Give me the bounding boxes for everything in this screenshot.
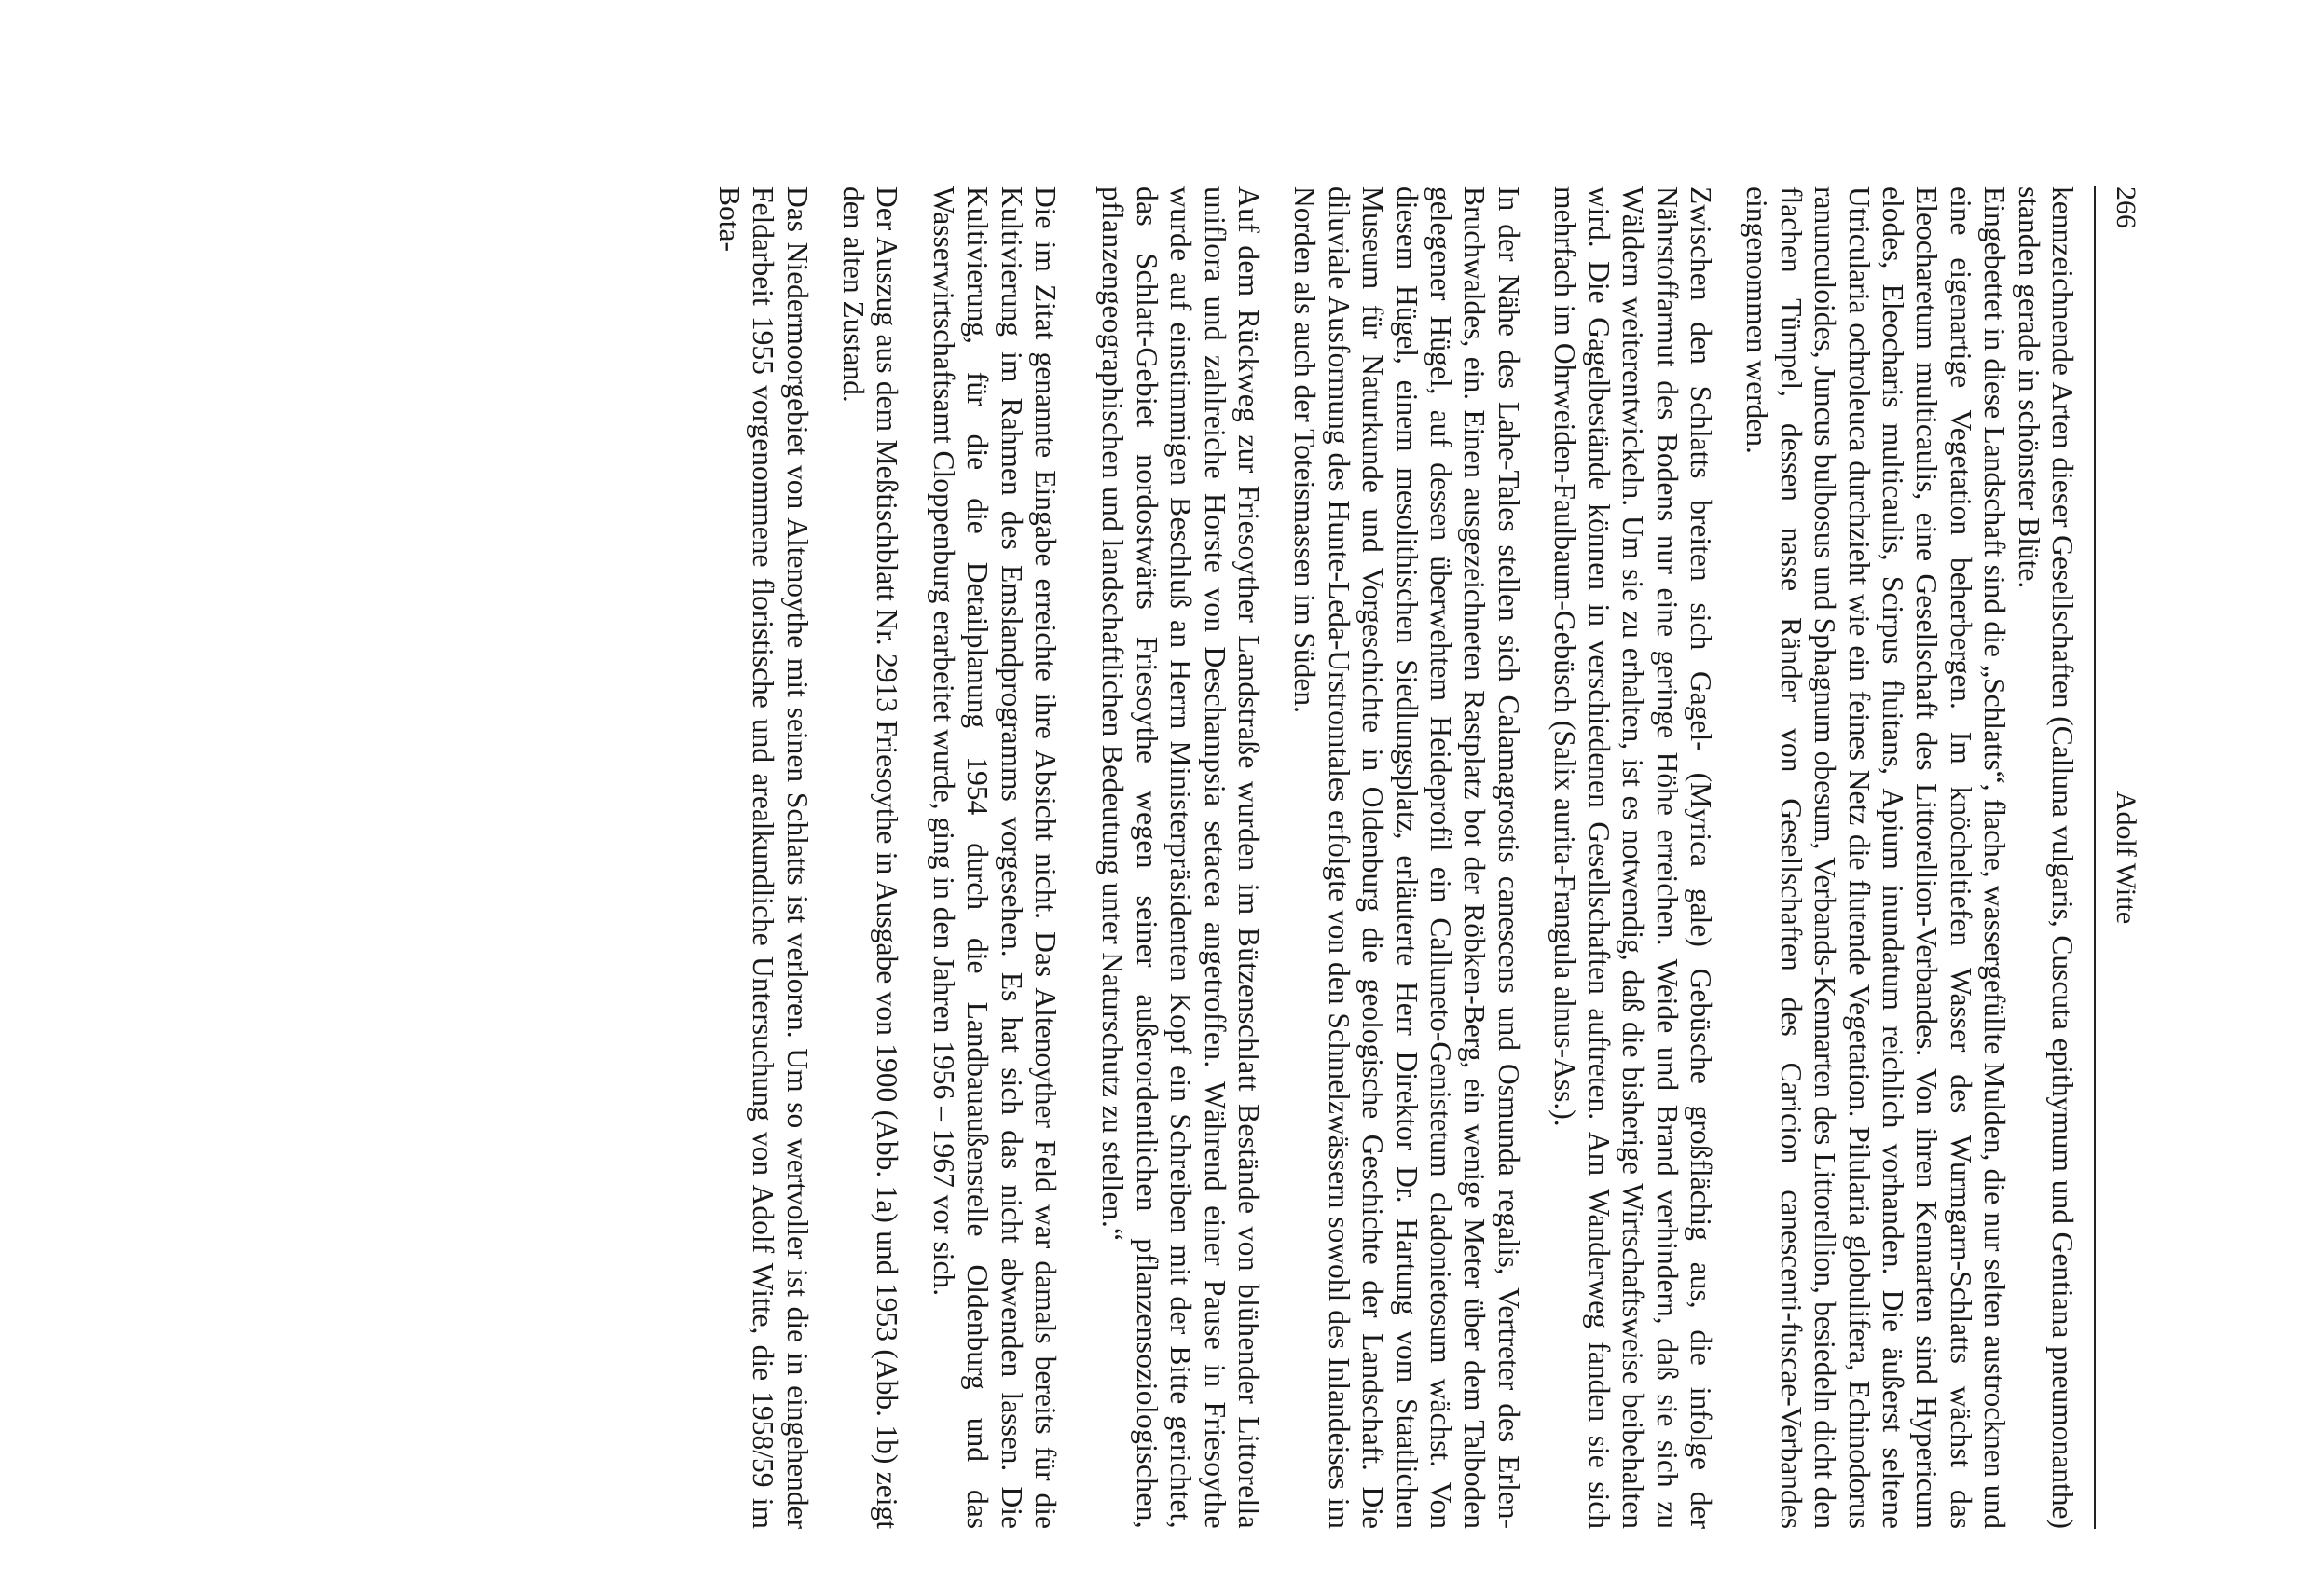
paragraph-6: Die im Zitat genannte Eingabe erreichte ihre Absicht nicht. Das Altenoyther Feld war damals bereits für die Kultivierung im Rahmen des Emslandprogramms vorgesehen. Es hat sich das nicht abwenden lassen. Die Kultivierung, für die die Detailplanung 1954 durch die Landbauaußenstelle Oldenburg und das Wasserwirtschaftsamt Cloppenburg erarbeitet wurde, ging in den Jahren 1956 – 1967 vor sich.: [927, 186, 1063, 1529]
paragraph-4: In der Nähe des Lahe-Tales stellen sich Calamagrostis canescens und Osmunda regalis, Vertreter des Erlen-Bruchwaldes, ein. Einen ausgezeichneten Rastplatz bot der Röbken-Berg, ein wenige Meter über dem Talboden gelegener Hügel, auf dessen überwehtem Heideprofil ein Calluneto-Genistetum cladonietosum wächst. Von diesem Hügel, einem mesolithischen Siedlungsplatz, erläuterte Herr Direktor Dr. Hartung vom Staatlichen Museum für Naturkunde und Vorgeschichte in Oldenburg die geologische Geschichte der Landschaft. Die diluviale Ausformung des Hunte-Leda-Urstromtales erfolgte von den Schmelzwässern sowohl des Inlandeises im Norden als auch der Toteismassen im Süden.: [1288, 186, 1525, 1529]
page: [233, 186, 2144, 1529]
running-head: [2096, 186, 2144, 1529]
paragraph-8: Das Niedermoorgebiet von Altenoythe mit seinen Schlatts ist verloren. Um so wertvoller ist die in eingehender Feldarbeit 1955 vorgenommene floristische und arealkundliche Untersuchung von Adolf Witte, die 1958/59 im Bota-: [712, 186, 814, 1529]
paragraph-1: kennzeichnende Arten dieser Gesellschaften (Calluna vulgaris, Cuscuta epithymum und Gentiana pneumonanthe) standen gerade in schönster Blüte.: [2012, 186, 2079, 1529]
paragraph-2: Eingebettet in diese Landschaft sind die „Schlatts“, flache, wassergefüllte Mulden, die nur selten austrocknen und eine eigenartige Vegetation beherbergen. Im knöcheltiefen Wasser des Wurmgarn-Schlatts wächst das Eleocharetum multicaulis, eine Gesellschaft des Littorellion-Verbandes. Von ihren Kennarten sind Hypericum elodes, Eleocharis multicaulis, Scirpus fluitans, Apium inundatum reichlich vorhanden. Die äußerst seltene Utricularia ochroleuca durchzieht wie ein feines Netz die flutende Vegetation. Pilularia globulifera, Echinodorus ranunculoides, Juncus bulbosus und Sphagnum obesum, Verbands-Kennarten des Littorellion, besiedeln dicht den flachen Tümpel, dessen nasse Ränder von Gesellschaften des Caricion canescenti-fuscae-Verbandes eingenommen werden.: [1741, 186, 2012, 1529]
paragraph-3: Zwischen den Schlatts breiten sich Gagel- (Myrica gale) Gebüsche großflächig aus, die infolge der Nährstoffarmut des Bodens nur eine geringe Höhe erreichen. Weide und Brand verhindern, daß sie sich zu Wäldern weiterentwickeln. Um sie zu erhalten, ist es notwendig, daß die bisherige Wirtschaftsweise beibehalten wird. Die Gagelbestände können in verschiedenen Gesellschaften auftreten. Am Wanderweg fanden sie sich mehrfach im Ohrweiden-Faulbaum-Gebüsch (Salix aurita-Frangula alnus-Ass.).: [1548, 186, 1717, 1529]
paragraph-7: Der Auszug aus dem Meßtischblatt Nr. 2913 Friesoythe in Ausgabe von 1900 (Abb. 1a) und 1953 (Abb. 1b) zeigt den alten Zustand.: [837, 186, 904, 1529]
page-number: 266: [2111, 186, 2141, 228]
running-author: Adolf Witte: [2111, 791, 2141, 925]
paragraph-5: Auf dem Rückweg zur Friesoyther Landstraße wurden im Bützenschlatt Bestände von blühender Littorella uniflora und zahlreiche Horste von Deschampsia setacea angetroffen. Während einer Pause in Friesoythe wurde auf einstimmigen Beschluß an Herrn Ministerpräsidenten Kopf ein Schreiben mit der Bitte gerichtet, das Schlatt-Gebiet nordostwärts Friesoythe wegen seiner außerordentlichen pflanzensoziologischen, pflanzengeographischen und landschaftlichen Bedeutung unter Naturschutz zu stellen.“: [1096, 186, 1266, 1529]
